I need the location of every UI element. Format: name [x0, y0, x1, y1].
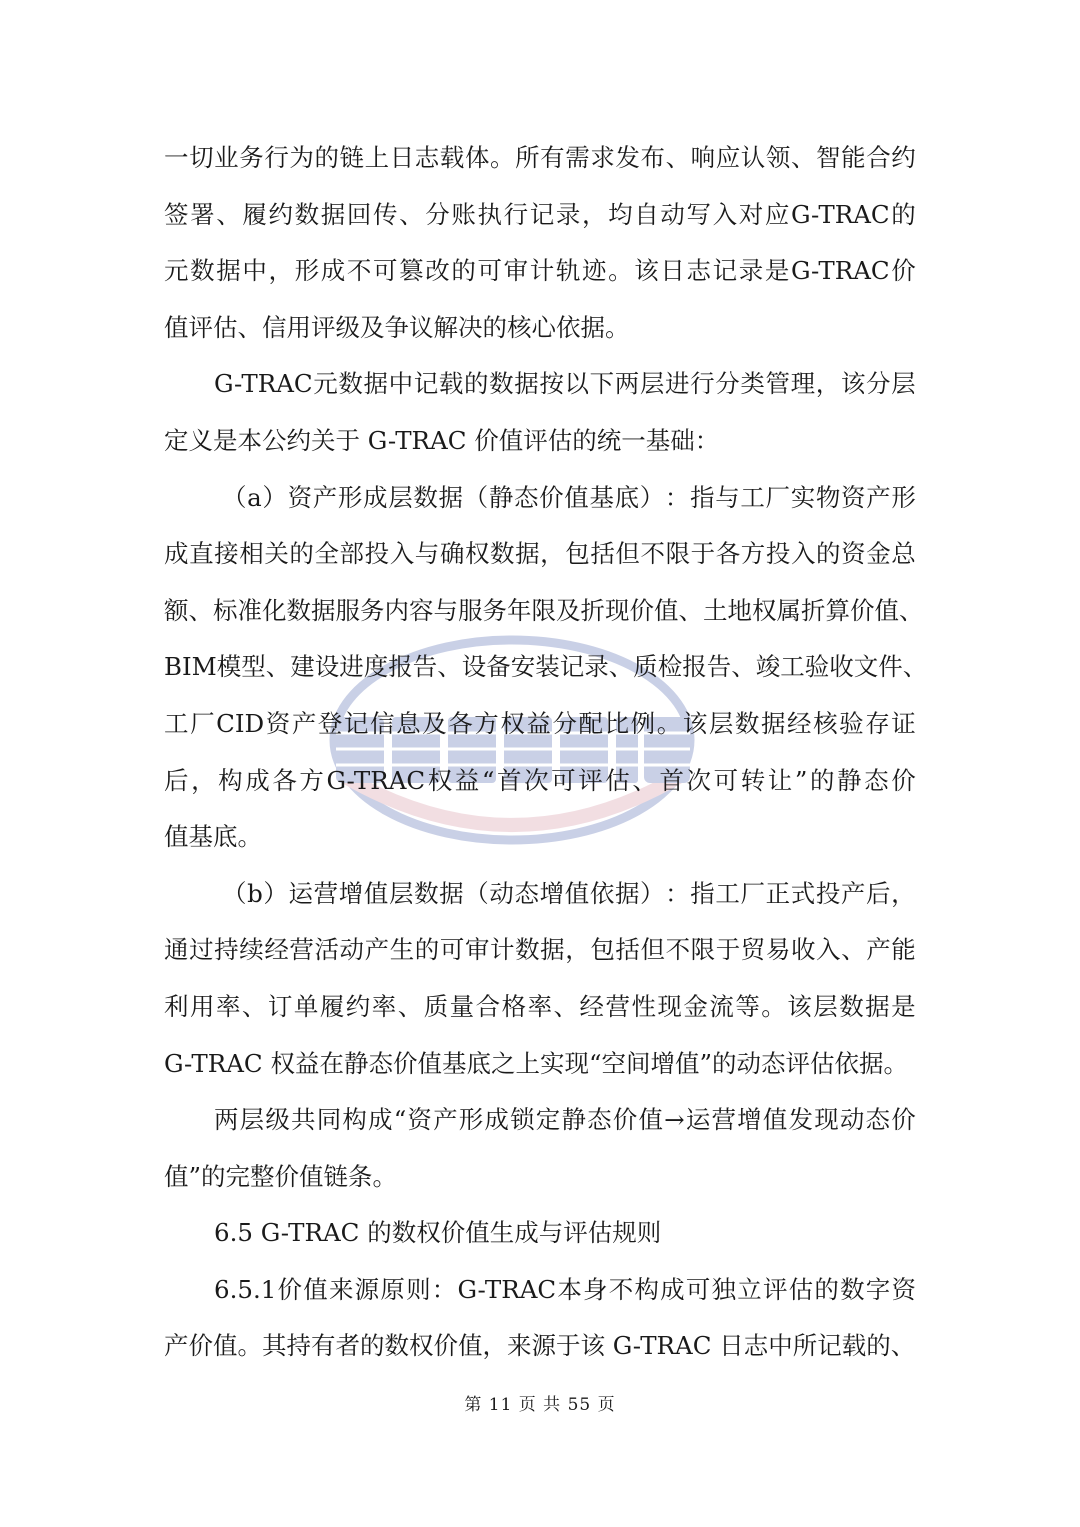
text-line: 签 署 、 履 约 数 据 回 传 、 分 账 执 行 记 录 ， 均 自 动 写 入 对 应 G-TRAC 的 [164, 199, 916, 229]
body-text [164, 130, 928, 1375]
text-line: 6.5 G-TRAC 的数权价值生成与评估规则 [214, 1218, 662, 1248]
paragraph [164, 1262, 916, 1375]
paragraph [164, 470, 928, 866]
text-line: G-TRAC 权益在静态价值基底之上实现“空间增值”的动态评估依据。 [164, 1048, 908, 1078]
text-line: 成 直 接 相 关 的 全 部 投 入 与 确 权 数 据 ， 包 括 但 不 限 于 各 方 投 入 的 资 金 总 [164, 539, 916, 569]
text-line: 后 ， 构 成 各 方 G-TRAC 权 益 “ 首 次 可 评 估 、 首 次 可 转 让 ” 的 静 态 价 [164, 765, 916, 795]
page-footer: 第 11 页 共 55 页 [464, 1395, 616, 1415]
paragraph [164, 866, 916, 1092]
paragraph [164, 1205, 916, 1262]
text-line: 利 用 率 、 订 单 履 约 率 、 质 量 合 格 率 、 经 营 性 现 金 流 等 。 该 层 数 据 是 [164, 991, 916, 1021]
text-line: 定义是本公约关于 G-TRAC 价值评估的统一基础： [164, 425, 720, 455]
text-line: 额 、 标 准 化 数 据 服 务 内 容 与 服 务 年 限 及 折 现 价 值 、 土 地 权 属 折 算 价 值 、 [164, 595, 924, 625]
text-line: （ a ） 资 产 形 成 层 数 据 （ 静 态 价 值 基 底 ） ： 指 与 工 厂 实 物 资 产 形 [222, 482, 916, 512]
text-line: 6.5.1 价 值 来 源 原 则 ： G-TRAC 本 身 不 构 成 可 独 立 评 估 的 数 字 资 [214, 1274, 916, 1304]
paragraph [164, 1092, 916, 1205]
text-line: BIM 模 型 、 建 设 进 度 报 告 、 设 备 安 装 记 录 、 质 检 报 告 、 竣 工 验 收 文 件 、 [164, 652, 928, 682]
text-line: 值评估、信用评级及争议解决的核心依据。 [164, 312, 630, 342]
text-line: 工 厂 CID 资 产 登 记 信 息 及 各 方 权 益 分 配 比 例 。 该 层 数 据 经 核 验 存 证 [164, 708, 916, 738]
text-line: 通 过 持 续 经 营 活 动 产 生 的 可 审 计 数 据 ， 包 括 但 不 限 于 贸 易 收 入 、 产 能 [164, 935, 916, 965]
text-line: （ b ） 运 营 增 值 层 数 据 （ 动 态 增 值 依 据 ） ： 指 工 厂 正 式 投 产 后 ， [222, 878, 916, 908]
text-line: 产价值。其持有者的数权价值，来源于该 G-TRAC 日志中所记载的、 [164, 1331, 916, 1361]
paragraph [164, 130, 916, 356]
text-line: 一 切 业 务 行 为 的 链 上 日 志 载 体 。 所 有 需 求 发 布 、 响 应 认 领 、 智 能 合 约 [164, 143, 916, 172]
text-line: 值”的完整价值链条。 [164, 1161, 398, 1191]
paragraph [164, 356, 916, 469]
text-line: 元 数 据 中 ， 形 成 不 可 篡 改 的 可 审 计 轨 迹 。 该 日 志 记 录 是 G-TRAC 价 [164, 256, 916, 286]
text-line: G-TRAC 元 数 据 中 记 载 的 数 据 按 以 下 两 层 进 行 分 类 管 理 ， 该 分 层 [214, 369, 916, 399]
text-line: 两 层 级 共 同 构 成 “ 资 产 形 成 锁 定 静 态 价 值 → 运 营 增 值 发 现 动 态 价 [214, 1105, 916, 1135]
text-line: 值基底。 [164, 822, 262, 852]
